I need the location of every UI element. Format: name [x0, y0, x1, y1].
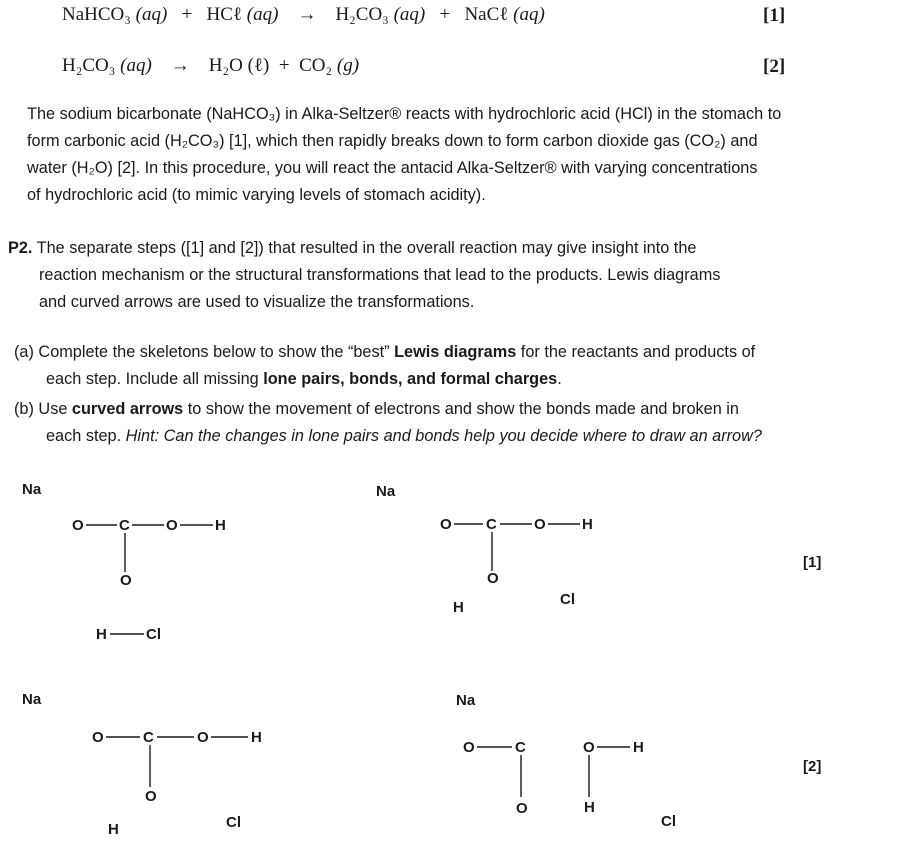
part-a-text: each step. Include all missing	[46, 370, 264, 388]
part-b-marker: (b)	[14, 400, 34, 418]
eq2-product-h2o: H₂O	[208, 55, 243, 76]
atom-o: O	[463, 739, 475, 756]
eq1-product-h2co3: H₂CO₃	[335, 4, 389, 25]
atom-cl: Cl	[226, 814, 241, 831]
step1-reactants	[22, 481, 226, 643]
part-a-text: Complete the skeletons below to show the “best”	[33, 343, 395, 361]
eq1-state: (aq)	[513, 4, 545, 25]
step1-products	[376, 483, 593, 616]
atom-cl: Cl	[661, 813, 676, 830]
p2-line: and curved arrows are used to visualize the transformations.	[39, 293, 475, 311]
eq1-plus: +	[181, 4, 193, 25]
atom-h: H	[584, 799, 595, 816]
eq2-product-co2: CO₂	[299, 55, 333, 76]
part-b-text: to show the movement of electrons and show the bonds made and broken in	[183, 400, 739, 418]
eq1-state: (aq)	[246, 4, 279, 25]
eq1-state: (aq)	[135, 4, 168, 25]
atom-o: O	[166, 517, 178, 534]
eq1-arrow: →	[297, 4, 317, 25]
atom-h: H	[633, 739, 644, 756]
part-b-hint: Hint: Can the changes in lone pairs and bonds help you decide where to draw an arrow?	[125, 427, 762, 445]
atom-o: O	[583, 739, 595, 756]
eq1-plus: +	[439, 4, 451, 25]
eq1-state: (aq)	[393, 4, 426, 25]
eq1-reactant-hcl: HCℓ	[206, 4, 243, 25]
atom-h: H	[453, 599, 464, 616]
intro-line: water (H₂O) [2]. In this procedure, you will react the antacid Alka-Seltzer® with varying concentrations	[27, 159, 758, 177]
atom-c: C	[515, 739, 526, 756]
atom-h: H	[96, 626, 107, 643]
part-b-bold: curved arrows	[71, 400, 184, 418]
eq2-state: (g)	[336, 55, 360, 76]
p2-line: reaction mechanism or the structural transformations that lead to the products. Lewis diagrams	[39, 266, 721, 284]
intro-line: The sodium bicarbonate (NaHCO₃) in Alka-Seltzer® reacts with hydrochloric acid (HCl) in the stomach to	[27, 105, 782, 123]
atom-h: H	[582, 516, 593, 533]
atom-na: Na	[22, 691, 42, 708]
atom-c: C	[486, 516, 497, 533]
eq2-state: (aq)	[120, 55, 152, 76]
atom-c: C	[143, 729, 154, 746]
intro-line: of hydrochloric acid (to mimic varying levels of stomach acidity).	[27, 186, 486, 204]
atom-o: O	[440, 516, 452, 533]
p2-label: P2.	[8, 239, 33, 257]
atom-na: Na	[376, 483, 396, 500]
step2-reactants	[22, 691, 262, 838]
eq1-reactant-nahco3: NaHCO₃	[62, 4, 131, 25]
atom-cl: Cl	[146, 626, 161, 643]
step-2-tag: [2]	[803, 758, 822, 775]
part-a-bold: lone pairs, bonds, and formal charges	[263, 370, 558, 388]
intro-line: form carbonic acid (H₂CO₃) [1], which then rapidly breaks down to form carbon dioxide gas (CO₂) and	[27, 132, 758, 150]
atom-o: O	[92, 729, 104, 746]
part-a-text: .	[557, 370, 562, 388]
atom-o: O	[487, 570, 499, 587]
atom-h: H	[215, 517, 226, 534]
atom-h: H	[108, 821, 119, 838]
eq2-reactant-h2co3: H₂CO₃	[62, 55, 116, 76]
eq1-product-nacl: NaCℓ	[464, 4, 509, 25]
eq2-state: (ℓ)	[247, 55, 270, 76]
eq2-arrow: →	[170, 55, 190, 76]
atom-c: C	[119, 517, 130, 534]
atom-o: O	[516, 800, 528, 817]
part-a-bold: Lewis diagrams	[394, 343, 517, 361]
step-1-tag: [1]	[803, 554, 822, 571]
equation-2-tag: [2]	[763, 56, 786, 77]
step2-products	[456, 692, 676, 830]
atom-o: O	[534, 516, 546, 533]
part-a-marker: (a)	[14, 343, 34, 361]
atom-o: O	[120, 572, 132, 589]
part-b-text: Use	[33, 400, 72, 418]
eq2-plus: +	[278, 55, 290, 76]
p2-line: The separate steps ([1] and [2]) that resulted in the overall reaction may give insight into the	[32, 239, 697, 257]
part-b-text: each step.	[46, 427, 126, 445]
atom-o: O	[197, 729, 209, 746]
atom-h: H	[251, 729, 262, 746]
atom-cl: Cl	[560, 591, 575, 608]
equation-1-tag: [1]	[763, 5, 786, 26]
atom-na: Na	[22, 481, 42, 498]
atom-o: O	[72, 517, 84, 534]
atom-na: Na	[456, 692, 476, 709]
atom-o: O	[145, 788, 157, 805]
part-a-text: for the reactants and products of	[516, 343, 756, 361]
